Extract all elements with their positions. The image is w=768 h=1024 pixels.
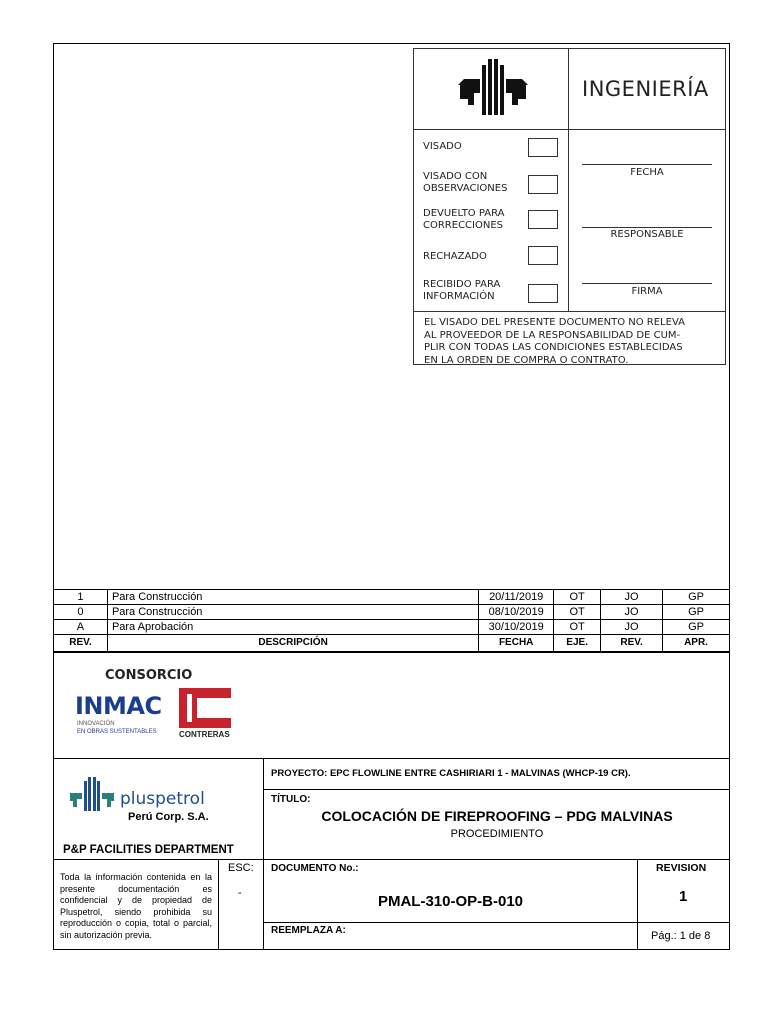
inmac-tagline-1: INNOVACIÓN xyxy=(77,721,115,727)
table-header-row xyxy=(54,635,730,652)
eje-cell: OT xyxy=(554,620,601,635)
stamp-field-fecha: FECHA xyxy=(630,167,664,178)
header-apr: APR. xyxy=(663,635,730,652)
esc-label: ESC: xyxy=(228,862,254,874)
rev-cell: A xyxy=(54,620,108,635)
doc-number-label: DOCUMENTO No.: xyxy=(271,863,359,874)
department-title: P&P FACILITIES DEPARTMENT xyxy=(63,844,234,856)
stamp-option-observaciones: VISADO CON OBSERVACIONES xyxy=(423,171,508,194)
stamp-option-rechazado: RECHAZADO xyxy=(423,251,487,262)
stamp-option-recibido: RECIBIDO PARA INFORMACIÓN xyxy=(423,279,501,302)
desc-cell: Para Construcción xyxy=(107,605,478,620)
checkbox-rechazado[interactable] xyxy=(528,246,558,265)
checkbox-observaciones[interactable] xyxy=(528,175,558,194)
header-fecha: FECHA xyxy=(479,635,554,652)
pluspetrol-sub: Perú Corp. S.A. xyxy=(128,811,209,823)
reemplaza-label: REEMPLAZA A: xyxy=(271,925,346,936)
checkbox-devuelto[interactable] xyxy=(528,210,558,229)
rev-cell: 1 xyxy=(54,590,108,605)
inmac-wordmark: INMAC xyxy=(75,692,162,720)
apr-cell: GP xyxy=(663,620,730,635)
pluspetrol-wordmark: pluspetrol xyxy=(120,789,205,809)
revision-table xyxy=(53,589,730,652)
checkbox-recibido[interactable] xyxy=(528,284,558,303)
revby-cell: JO xyxy=(601,590,663,605)
contreras-wordmark: CONTRERAS xyxy=(179,730,230,739)
consorcio-logo xyxy=(63,664,249,748)
apr-cell: GP xyxy=(663,590,730,605)
rev-cell: 0 xyxy=(54,605,108,620)
page-number: Pág.: 1 de 8 xyxy=(651,930,711,942)
revby-cell: JO xyxy=(601,605,663,620)
stamp-field-responsable: RESPONSABLE xyxy=(610,229,684,240)
desc-cell: Para Aprobación xyxy=(107,620,478,635)
stamp-option-devuelto: DEVUELTO PARA CORRECCIONES xyxy=(423,208,505,231)
header-revby: REV. xyxy=(601,635,663,652)
engineering-stamp xyxy=(413,48,726,365)
table-row xyxy=(54,620,730,635)
titulo-label: TÍTULO: xyxy=(271,794,311,805)
stamp-note: EL VISADO DEL PRESENTE DOCUMENTO NO RELEVA AL PROVEEDOR DE LA RESPONSABILIDAD DE CUM- PLIR CON TODAS LAS CONDICIONES ESTABLECIDAS EN LA ORDEN DE COMPRA O CONTRATO. xyxy=(424,317,685,366)
stamp-logo xyxy=(458,59,528,119)
fecha-cell: 08/10/2019 xyxy=(479,605,554,620)
stamp-option-visado: VISADO xyxy=(423,141,462,152)
pluspetrol-icon xyxy=(68,777,116,813)
checkbox-visado[interactable] xyxy=(528,138,558,157)
fecha-cell: 20/11/2019 xyxy=(479,590,554,605)
disclaimer-text: Toda la información contenida en la presente documentación es confidencial y de propiedad de Pluspetrol, siendo prohibida su reproducción o copia, total o parcial, sin autorización previa. xyxy=(60,872,212,940)
revision-label: REVISION xyxy=(656,862,707,874)
project-line: PROYECTO: EPC FLOWLINE ENTRE CASHIRIARI 1 - MALVINAS (WHCP-19 CR). xyxy=(271,768,631,779)
desc-cell: Para Construcción xyxy=(107,590,478,605)
header-eje: EJE. xyxy=(554,635,601,652)
stamp-title: INGENIERÍA xyxy=(582,77,709,101)
contreras-logo-icon xyxy=(179,688,231,728)
consorcio-title: CONSORCIO xyxy=(105,668,193,683)
document-subtitle: PROCEDIMIENTO xyxy=(450,828,544,840)
esc-value: - xyxy=(238,887,242,899)
eje-cell: OT xyxy=(554,605,601,620)
header-desc: DESCRIPCIÓN xyxy=(107,635,478,652)
document-title: COLOCACIÓN DE FIREPROOFING – PDG MALVINAS xyxy=(321,808,673,824)
doc-number: PMAL-310-OP-B-010 xyxy=(377,893,524,910)
revby-cell: JO xyxy=(601,620,663,635)
inmac-tagline-2: EN OBRAS SUSTENTABLES xyxy=(77,729,157,735)
apr-cell: GP xyxy=(663,605,730,620)
revision-value: 1 xyxy=(679,888,688,905)
stamp-field-firma: FIRMA xyxy=(631,286,663,297)
table-row xyxy=(54,590,730,605)
table-row xyxy=(54,605,730,620)
eje-cell: OT xyxy=(554,590,601,605)
fecha-cell: 30/10/2019 xyxy=(479,620,554,635)
header-rev: REV. xyxy=(54,635,108,652)
